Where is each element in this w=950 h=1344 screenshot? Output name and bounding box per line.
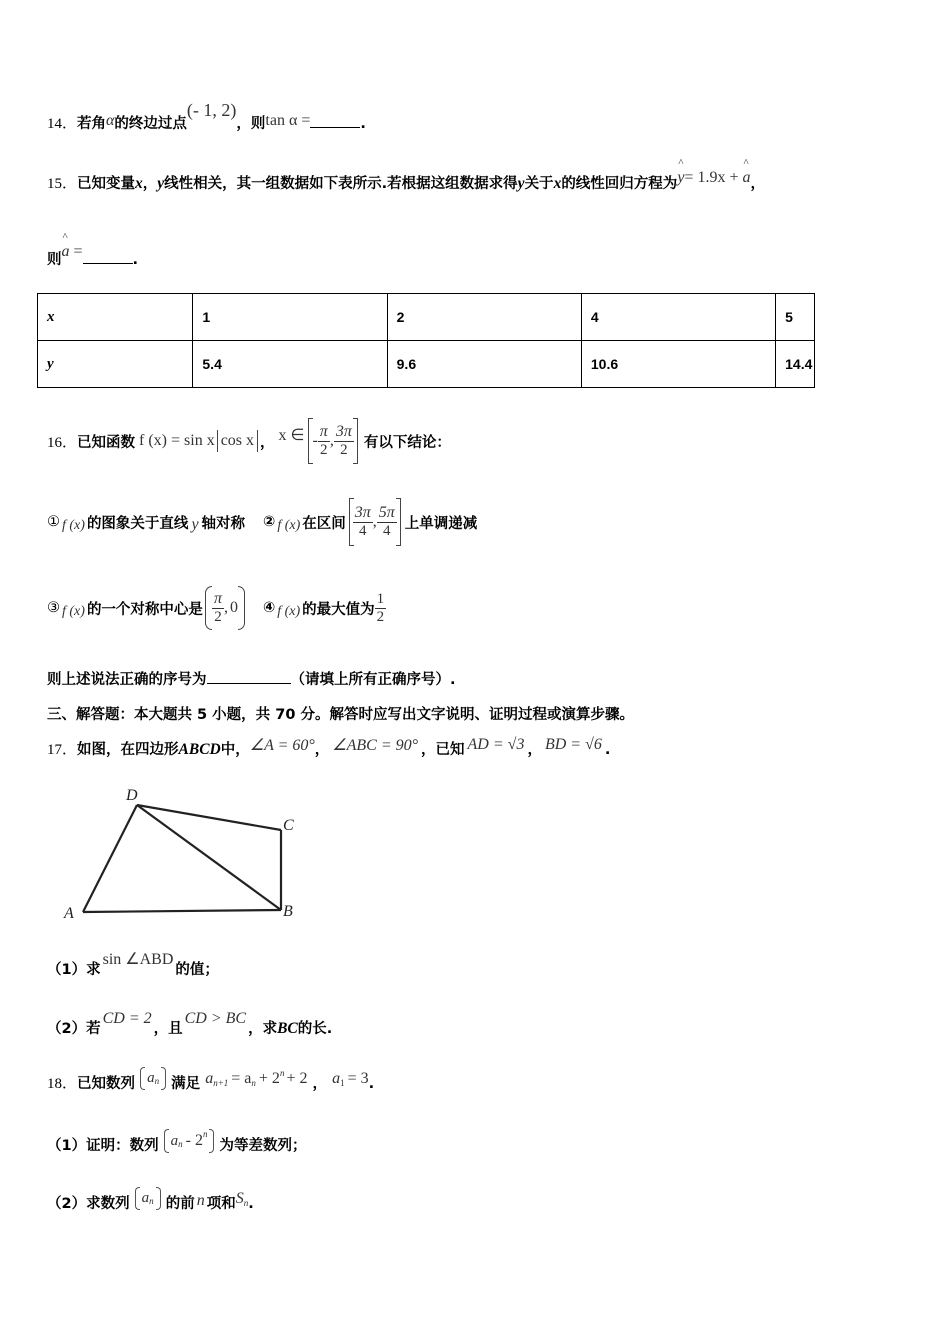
- regression-equation: ^ y= 1.9x + ^ a: [677, 170, 750, 186]
- edge-AD: [83, 805, 137, 912]
- question-14: 14．若角α的终边过点(- 1, 2)，则tan α = .: [47, 100, 366, 132]
- question-15: 15．已知变量x，y线性相关，其一组数据如下表所示.若根据这组数据求得y关于x的线性回归方程为^ y= 1.9x + ^ a，: [47, 172, 765, 193]
- interval-3pi4-5pi4: $\frac{3\pi}{4}$ , $\frac{5\pi}{4}$: [349, 498, 401, 546]
- table-row: x 1 2 4 5: [38, 294, 815, 341]
- q14-number: 14．: [47, 116, 78, 132]
- answer-blank-15[interactable]: [83, 249, 133, 264]
- symmetry-center: $\frac{\pi}{2}$ , 0: [205, 586, 245, 630]
- q17-part2: （2）若CD = 2，且CD > BC，求BC的长.: [47, 1010, 333, 1037]
- label-A: A: [64, 905, 74, 922]
- function-def: f (x) = sin x: [139, 432, 215, 449]
- q17-part1: （1）求sin ∠ABD的值；: [47, 951, 219, 978]
- recurrence: $a_{n+1} = a_n + 2^n + 2$: [205, 1068, 308, 1088]
- question-16-ask: 则上述说法正确的序号为 （请填上所有正确序号）.: [47, 668, 456, 689]
- label-B: B: [283, 903, 293, 920]
- sequence-an-minus-2n: a n - 2 n: [164, 1132, 215, 1150]
- diagonal-BD: [137, 805, 281, 910]
- answer-blank-14[interactable]: [310, 113, 360, 128]
- label-D: D: [126, 787, 138, 804]
- question-18: 18．已知数列 a n 满足 $a_{n+1} = a_n + 2^n + 2$ ， $a_1 = 3$.: [47, 1068, 375, 1092]
- question-17: 17．如图，在四边形ABCD中，∠A = 60°， ∠ABC = 90° ，已知 AD = √3 ， BD = √6 .: [47, 736, 611, 758]
- point-coords: (- 1, 2): [186, 100, 237, 120]
- answer-blank-16[interactable]: [207, 669, 291, 684]
- question-16: 16． 已知函数 f (x) = sin x cos x ， x ∈ - $\frac{\pi}{2}$ , $\frac{3\pi}{2}$ 有以下结论：: [47, 418, 451, 464]
- alpha-symbol: α: [106, 112, 115, 129]
- q18-part1: （1）证明：数列 a n - 2 n 为等差数列；: [47, 1129, 307, 1154]
- edge-DC: [137, 805, 281, 830]
- label-C: C: [283, 817, 294, 834]
- section-heading: 三、解答题：本大题共 5 小题，共 70 分。解答时应写出文字说明、证明过程或演算步骤。: [47, 707, 634, 723]
- q18-part2: （2）求数列 a n 的前 n 项和$S_n$.: [47, 1189, 254, 1212]
- edge-AB: [83, 910, 281, 912]
- data-table: [37, 293, 815, 388]
- domain-interval: - $\frac{\pi}{2}$ , $\frac{3\pi}{2}$: [308, 418, 357, 464]
- statement-3-4: ③ f (x) 的一个对称中心是 $\frac{\pi}{2}$ , 0 ④ f (x) 的最大值为 $\frac{1}{2}$: [47, 584, 386, 632]
- max-value: $\frac{1}{2}$: [376, 591, 385, 625]
- quadrilateral-figure: [40, 780, 320, 925]
- statement-1-2: ① f (x) 的图象关于直线 y 轴对称 ② f (x) 在区间 $\frac{3\pi}{4}$ , $\frac{5\pi}{4}$ 上单调递减: [47, 498, 477, 546]
- tan-expression: tan α =: [265, 112, 311, 129]
- sequence-an: a n: [140, 1070, 166, 1087]
- table-row: y 5.4 9.6 10.6 14.4: [38, 341, 815, 388]
- question-15-line2: 则^ a = .: [47, 248, 138, 269]
